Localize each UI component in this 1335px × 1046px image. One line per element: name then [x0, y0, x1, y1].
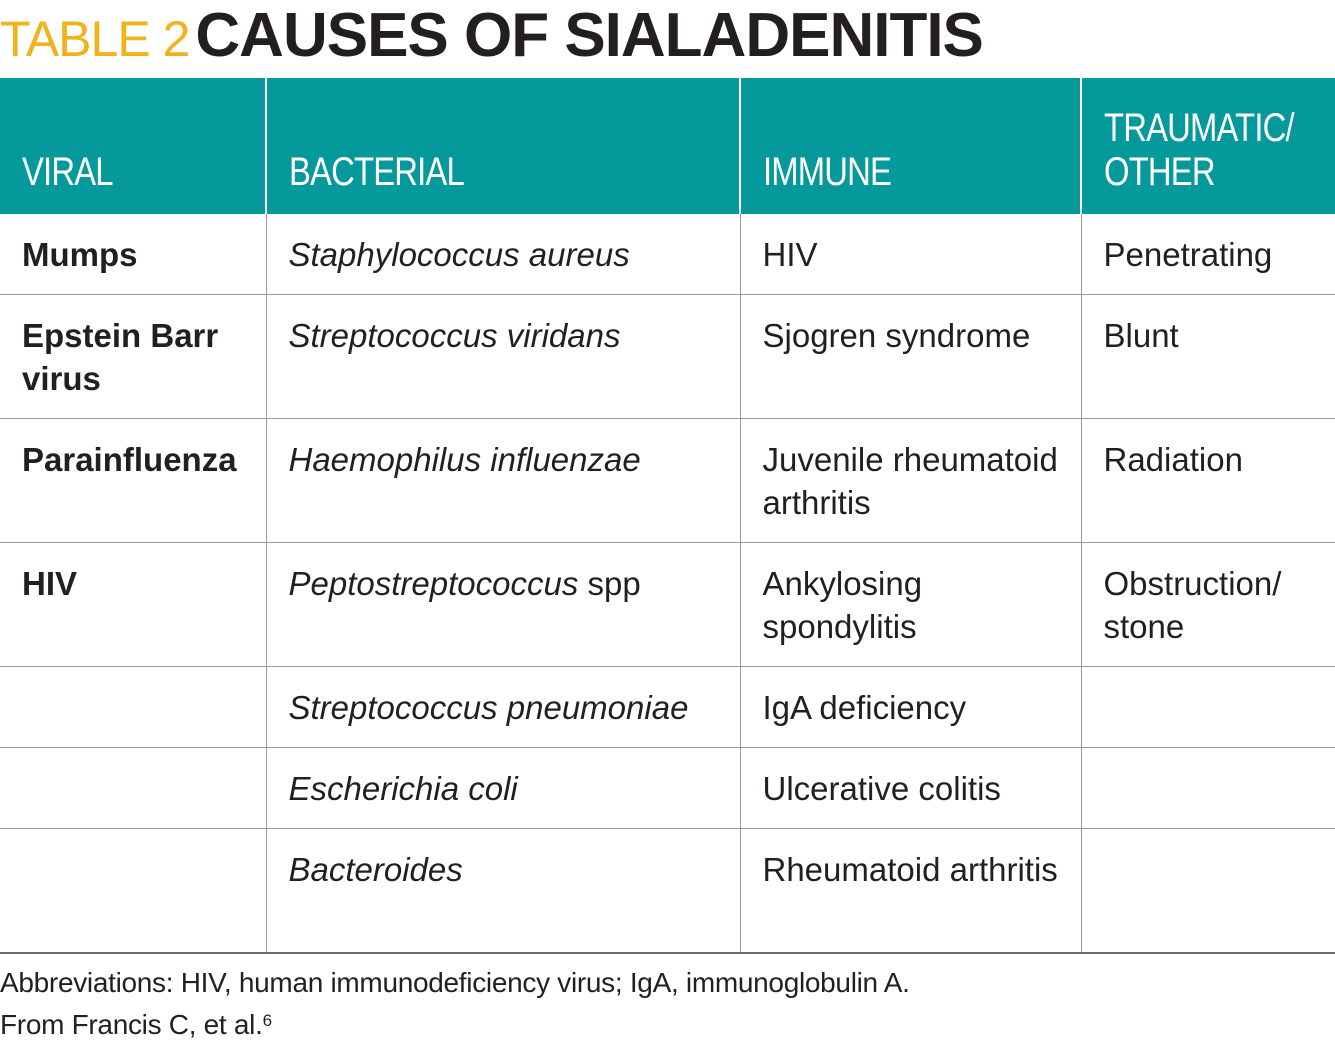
source-reference: 6 — [262, 1011, 272, 1030]
table-row — [0, 829, 1335, 954]
cell-viral: Mumps — [0, 214, 266, 295]
cell-other: Obstruction/ stone — [1081, 543, 1335, 667]
table-row — [0, 667, 1335, 748]
cell-immune: Ulcerative colitis — [740, 748, 1081, 829]
bacterial-suffix: spp — [578, 565, 641, 602]
cell-bacterial — [266, 829, 740, 954]
cell-other — [1081, 829, 1335, 954]
cell-viral — [0, 829, 266, 954]
cell-bacterial — [266, 748, 740, 829]
cell-bacterial — [266, 419, 740, 543]
bacterial-name: Streptococcus pneumoniae — [288, 689, 689, 726]
table-row — [0, 419, 1335, 543]
bacterial-name: Staphylococcus aureus — [288, 236, 630, 273]
cell-immune: HIV — [740, 214, 1081, 295]
header-viral: VIRAL — [0, 78, 266, 214]
header-immune: IMMUNE — [740, 78, 1081, 214]
cell-other — [1081, 748, 1335, 829]
bacterial-name: Peptostreptococcus — [288, 565, 579, 602]
cell-bacterial — [266, 543, 740, 667]
cell-other: Penetrating — [1081, 214, 1335, 295]
causes-table — [0, 78, 1335, 954]
abbreviations-note: Abbreviations: HIV, human immunodeficiency virus; IgA, immunoglobulin A. — [0, 967, 910, 998]
header-traumatic-line2: OTHER — [1104, 150, 1215, 194]
header-row — [0, 78, 1335, 214]
bacterial-name: Escherichia coli — [288, 770, 518, 807]
cell-other: Blunt — [1081, 295, 1335, 419]
cell-immune: Juvenile rheumatoid arthritis — [740, 419, 1081, 543]
table-title — [0, 0, 1335, 72]
table-heading: CAUSES OF SIALADENITIS — [195, 1, 983, 70]
cell-bacterial — [266, 214, 740, 295]
table-row — [0, 543, 1335, 667]
table-row — [0, 748, 1335, 829]
table-row — [0, 295, 1335, 419]
table-body — [0, 214, 1335, 953]
header-traumatic-line1: TRAUMATIC/ — [1104, 106, 1294, 150]
cell-viral: Parainfluenza — [0, 419, 266, 543]
header-bacterial: BACTERIAL — [266, 78, 740, 214]
bacterial-name: Streptococcus viridans — [288, 317, 621, 354]
cell-viral — [0, 667, 266, 748]
cell-other — [1081, 667, 1335, 748]
bacterial-name: Bacteroides — [288, 851, 463, 888]
table-header — [0, 78, 1335, 214]
cell-bacterial — [266, 667, 740, 748]
header-traumatic-other — [1081, 78, 1335, 214]
source-note — [0, 1004, 1335, 1046]
bacterial-name: Haemophilus influenzae — [288, 441, 641, 478]
table-number-label: TABLE 2 — [0, 11, 190, 67]
cell-immune: IgA deficiency — [740, 667, 1081, 748]
cell-immune: Rheumatoid arthritis — [740, 829, 1081, 954]
table-row — [0, 214, 1335, 295]
cell-bacterial — [266, 295, 740, 419]
cell-other: Radiation — [1081, 419, 1335, 543]
cell-viral: Epstein Barr virus — [0, 295, 266, 419]
cell-viral: HIV — [0, 543, 266, 667]
cell-viral — [0, 748, 266, 829]
cell-immune: Ankylosing spondylitis — [740, 543, 1081, 667]
table-footnotes — [0, 962, 1335, 1046]
source-text: From Francis C, et al. — [0, 1009, 263, 1040]
cell-immune: Sjogren syndrome — [740, 295, 1081, 419]
